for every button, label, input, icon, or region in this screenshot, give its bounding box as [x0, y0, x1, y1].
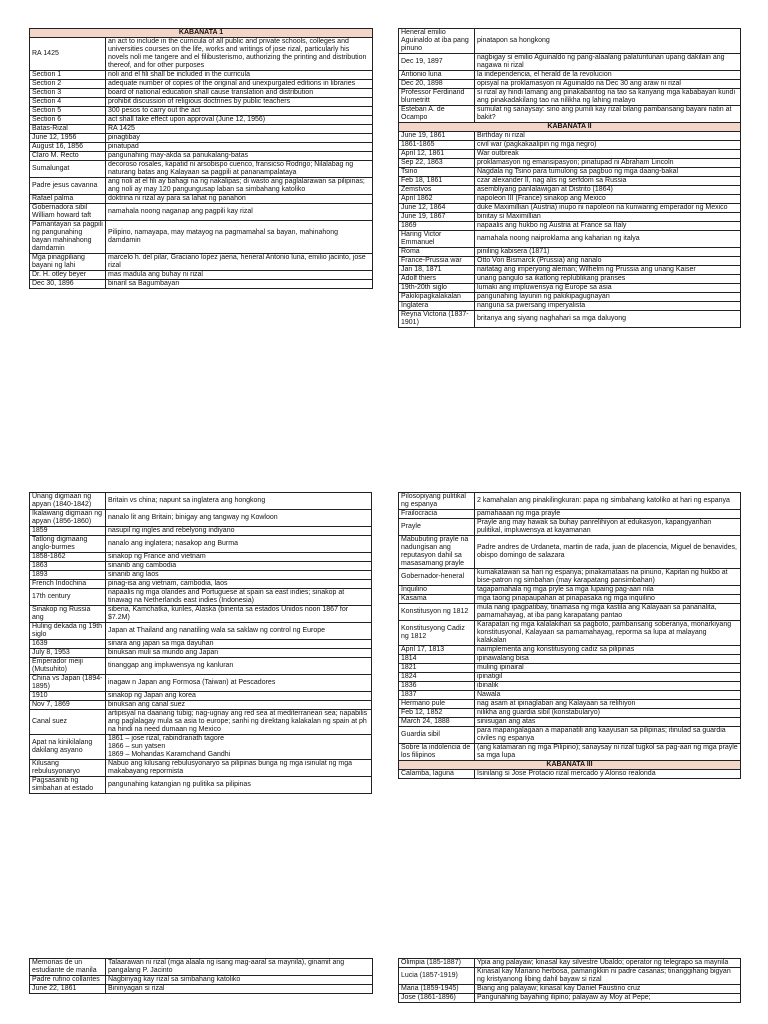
term-cell: 1814 [399, 655, 475, 664]
definition-cell: mas madula ang buhay ni rizal [106, 271, 373, 280]
table-row [399, 673, 741, 682]
definition-cell: 1861 – jose rizal, rabindranath tagore 1866 – sun yatsen 1869 – Mohandas Karamchand Gandhi [106, 735, 372, 760]
definition-cell: muling ipinairal [475, 664, 741, 673]
table-row [30, 161, 373, 178]
term-cell: Gobernadora sibil William howard taft [30, 204, 106, 221]
term-cell: April 1862 [399, 195, 475, 204]
table-row [30, 271, 373, 280]
table-row [399, 150, 741, 159]
table-row [399, 664, 741, 673]
definition-cell: ibinalik [475, 682, 741, 691]
table-row [30, 510, 372, 527]
definition-cell: Nagbinyag kay rizal sa simbahang katoliko [106, 976, 373, 985]
definition-cell: pinag-isa ang vietnam, cambodia, laos [106, 580, 372, 589]
table-row [30, 38, 373, 71]
table-row [399, 29, 741, 54]
table-row [399, 284, 741, 293]
table-row [30, 959, 373, 976]
definition-cell: naitatag ang imperyong aleman; Wilhelm ng Prussia ang unang Kaiser [475, 266, 741, 275]
term-cell: Sumalungat [30, 161, 106, 178]
table-row [30, 195, 373, 204]
term-cell: Lucia (1857-1919) [399, 968, 475, 985]
table-row [399, 994, 741, 1003]
definition-cell: adequate number of copies of the original and unexpurgated editions in libraries [106, 80, 373, 89]
term-cell: Memorias de un estudiante de manila [30, 959, 106, 976]
term-cell: Unang digmaan ng apyan (1840-1842) [30, 493, 106, 510]
table-row [399, 586, 741, 595]
term-cell: Professor Ferdinand blumetritt [399, 89, 475, 106]
term-cell: Kilusang rebulusyonaryo [30, 760, 106, 777]
definition-cell: 300 pesos to carry out the act [106, 107, 373, 116]
term-cell: 1910 [30, 692, 106, 701]
table-row [399, 106, 741, 123]
term-cell: Guardia sibil [399, 727, 475, 744]
definition-cell: inagaw n Japan ang Formosa (Taiwan) at Pescadores [106, 675, 372, 692]
definition-cell: binaril sa Bagumbayan [106, 280, 373, 289]
table-row [399, 646, 741, 655]
table-row [30, 985, 373, 994]
term-cell: 1863 [30, 562, 106, 571]
definition-cell: siberia, Kamchatka, kuriles, Alaska (binenta sa estados Unidos noon 1867 for $7.2M) [106, 606, 372, 623]
term-cell: 1824 [399, 673, 475, 682]
definition-cell: Nagdala ng Tsino para tumulong sa pagbuo ng mga daang-bakal [475, 168, 741, 177]
term-cell: 19th-20th siglo [399, 284, 475, 293]
table-row [399, 655, 741, 664]
term-cell: August 16, 1856 [30, 143, 106, 152]
term-cell: Section 5 [30, 107, 106, 116]
definition-cell: Pilipino, namayapa, may matayog na pagmamahal sa bayan, mahinahong damdamin [106, 221, 373, 254]
table-row [399, 691, 741, 700]
term-cell: 1837 [399, 691, 475, 700]
definition-cell: pangunahing katangian ng pulitika sa pilipinas [106, 777, 372, 794]
term-cell: Dec 20, 1898 [399, 80, 475, 89]
table-row [30, 493, 372, 510]
term-cell: Apat na kinikilalang dakilang asyano [30, 735, 106, 760]
term-cell: Ikalawang digmaan ng apyan (1856-1860) [30, 510, 106, 527]
term-cell: Feb 18, 1861 [399, 177, 475, 186]
definition-cell: decoroso rosales, kapatid ni arsobispo cuenco, fransicso Rodrigo; Nilalabag ng naturang batas ang Kalayaan sa pagpili at pananampalataya [106, 161, 373, 178]
definition-cell: Ypia ang palayaw; kinasal kay silvestre Ubaldo; operator ng telegrapo sa maynila [475, 959, 741, 968]
definition-cell: Nabuo ang kilusang rebulusyonaryo sa pilipinas bunga ng mga isinulat ng mga makabayang repormista [106, 760, 372, 777]
definition-cell: nasupil ng ingles and rebelyong indiyano [106, 527, 372, 536]
table-row [30, 178, 373, 195]
table-row [30, 606, 372, 623]
definition-cell: nanalo lit ang Britain; binigay ang tangway ng Kowloon [106, 510, 372, 527]
term-cell: Section 3 [30, 89, 106, 98]
definition-cell: naimplementa ang konstitusyong cadiz sa pilipinas [475, 646, 741, 655]
table-row [399, 311, 741, 328]
definition-cell: namahala noong naiproklama ang kaharian ng italya [475, 231, 741, 248]
term-cell: Mga pinagpiliang bayani ng lahi [30, 254, 106, 271]
table-row [399, 293, 741, 302]
table-row [30, 675, 372, 692]
table-kabanata-1-2 [398, 28, 741, 328]
table-row [399, 302, 741, 311]
term-cell: April 12, 1861 [399, 150, 475, 159]
term-cell: Tsino [399, 168, 475, 177]
term-cell: March 24, 1888 [399, 718, 475, 727]
definition-cell: tagapamahala ng mga pryle sa mga lupaing pag-aari nila [475, 586, 741, 595]
definition-cell: Japan at Thailand ang nanatiling wala sa saklaw ng control ng Europe [106, 623, 372, 640]
term-cell: Emperador meiji (Mutsuhito) [30, 658, 106, 675]
term-cell: Sobre la indolencia de los filipinos [399, 744, 475, 761]
definition-cell: sumulat ng sanaysay: sino ang pumili kay rizal bilang pambansang bayani natin at bakit? [475, 106, 741, 123]
definition-cell: piniling kabisera (1871) [475, 248, 741, 257]
table-row [399, 519, 741, 536]
table-row [399, 985, 741, 994]
term-cell: Haring Victor Emmanuel [399, 231, 475, 248]
term-cell: Hermano pule [399, 700, 475, 709]
table-row [30, 254, 373, 271]
table-row [30, 116, 373, 125]
definition-cell: Prayle ang may hawak sa buhay panrelihiyon at edukasyon, kapangyarihan pulitikal, impluwensya at kayamanan [475, 519, 741, 536]
term-cell: Nov 7, 1869 [30, 701, 106, 710]
term-cell: June 12, 1956 [30, 134, 106, 143]
definition-cell: napaalis ng mga olandes and Portuguese at spain sa east indies; sinakop at tinawag na Netherlands east indies (Indonesia) [106, 589, 372, 606]
term-cell: 1859 [30, 527, 106, 536]
table-row [30, 580, 372, 589]
table-row [399, 770, 741, 779]
table-row [399, 700, 741, 709]
table-row [399, 54, 741, 71]
table-row [399, 621, 741, 646]
table-kabanata-3-a [29, 958, 373, 994]
term-cell: 1836 [399, 682, 475, 691]
term-cell: Mabubuting prayle na nadungisan ang reputasyon dahil sa masasamang prayle [399, 536, 475, 569]
definition-cell: para mapangalagaan a mapanatili ang kaayusan sa pilipinas; itinulad sa guardia civiles ng espanya [475, 727, 741, 744]
term-cell: Roma [399, 248, 475, 257]
term-cell: Rafael palma [30, 195, 106, 204]
term-cell: Maria (1859-1945) [399, 985, 475, 994]
table-row [30, 221, 373, 254]
table-row [399, 132, 741, 141]
term-cell: 17th century [30, 589, 106, 606]
chapter-title: KABANATA 1 [30, 29, 373, 38]
definition-cell: binuksan ang canal suez [106, 701, 372, 710]
definition-cell: Karapatan ng mga kalalakihan sa pagboto, pambansang soberanya, monarkiyang konstitusyonal, Kalayaan sa pamamahayag, reporma sa lupa at malayang kalakalan [475, 621, 741, 646]
table-row [399, 177, 741, 186]
term-cell: Sep 22, 1863 [399, 159, 475, 168]
table-row [30, 536, 372, 553]
table-row [30, 777, 372, 794]
definition-cell: britanya ang siyang naghahari sa mga daluyong [475, 311, 741, 328]
definition-cell: si rizal ay hindi lamang ang pinakabantog na tao sa kanyang mga kababayan kundi ang pinakadakilang tao na nilikha ng lahing malayo [475, 89, 741, 106]
term-cell: Pagsasanib ng simbahan at estado [30, 777, 106, 794]
term-cell: Zemstvos [399, 186, 475, 195]
table-row [30, 280, 373, 289]
table-row [30, 553, 372, 562]
definition-cell: lumaki ang impluwensya ng Europe sa asia [475, 284, 741, 293]
term-cell: 1861-1865 [399, 141, 475, 150]
definition-cell: mula nang ipagpatibay, tinamasa ng mga kastila ang Kalayaan sa pananalita, pamamahayag, at iba pang karapatang pantao [475, 604, 741, 621]
term-cell: Prayle [399, 519, 475, 536]
table-kabanata-1 [29, 28, 373, 289]
table-row [399, 682, 741, 691]
definition-cell: nilikha ang guardia sibil (konstabularyo) [475, 709, 741, 718]
term-cell: Antionio luna [399, 71, 475, 80]
definition-cell: Britain vs china; napunt sa inglatera ang hongkong [106, 493, 372, 510]
table-row [30, 152, 373, 161]
definition-cell: an act to include in the curricula of all public and private schools, colleges and universities courses on the life, works and writings of jose rizal, particularly his novels noli me tangere and el filibusterismo, authorizing the printing and distribution thereof, and for other purposes [106, 38, 373, 71]
term-cell: June 19, 1867 [399, 213, 475, 222]
chapter-header [399, 761, 741, 770]
definition-cell: nag asam at ipinaglaban ang Kalayaan sa relihiyon [475, 700, 741, 709]
definition-cell: napoleon III (France) sinakop ang Mexico [475, 195, 741, 204]
table-row [30, 649, 372, 658]
term-cell: China vs Japan (1894-1895) [30, 675, 106, 692]
definition-cell: duke Maximillian (Austria) inupo ni napoleon na kunwaring emperador ng Mexico [475, 204, 741, 213]
table-row [399, 257, 741, 266]
term-cell: Tatlong digmaang anglo-burmes [30, 536, 106, 553]
definition-cell: namahala noong naganap ang pagpili kay rizal [106, 204, 373, 221]
table-row [30, 143, 373, 152]
term-cell: Batas-Rizal [30, 125, 106, 134]
table-row [30, 760, 372, 777]
term-cell: Feb 12, 1852 [399, 709, 475, 718]
table-row [30, 80, 373, 89]
definition-cell: nagbigay si emilio Aguinaldo ng pang-alaalang palatuntunan upang dakilain ang nagawa ni rizal [475, 54, 741, 71]
term-cell: Dec 30, 1896 [30, 280, 106, 289]
term-cell: Dr. H. otley beyer [30, 271, 106, 280]
table-row [30, 71, 373, 80]
term-cell: Canal suez [30, 710, 106, 735]
table-row [399, 493, 741, 510]
table-row [399, 569, 741, 586]
table-kabanata-3-b [398, 958, 741, 1003]
definition-cell: sinanib ang cambodia [106, 562, 372, 571]
table-row [30, 107, 373, 116]
term-cell: July 8, 1953 [30, 649, 106, 658]
definition-cell: prohibit discussion of religious doctrines by public teachers [106, 98, 373, 107]
table-row [399, 71, 741, 80]
table-row [399, 595, 741, 604]
table-row [399, 744, 741, 761]
table-row [399, 141, 741, 150]
table-row [30, 125, 373, 134]
definition-cell: ipinatigil [475, 673, 741, 682]
term-cell: Sinakop ng Russia ang [30, 606, 106, 623]
definition-cell: napaalis ang hukbo ng Austria at France sa Italy [475, 222, 741, 231]
term-cell: Huling dekada ng 19th siglo [30, 623, 106, 640]
definition-cell: civil war (pagkakaalipin ng mga negro) [475, 141, 741, 150]
definition-cell: sinisugan ang atas [475, 718, 741, 727]
table-row [399, 231, 741, 248]
term-cell: RA 1425 [30, 38, 106, 71]
definition-cell: asembliyang panlalawigan at Distrito (1864) [475, 186, 741, 195]
table-row [30, 89, 373, 98]
term-cell: Adolf thiers [399, 275, 475, 284]
table-row [399, 536, 741, 569]
definition-cell: RA 1425 [106, 125, 373, 134]
table-row [30, 562, 372, 571]
term-cell: 1858-1862 [30, 553, 106, 562]
definition-cell: tinanggap ang impluwensya ng kanluran [106, 658, 372, 675]
definition-cell: marcelo h. del pilar, Graciano lopez jaena, heneral Antonio luna, emilio jacinto, jose rizal [106, 254, 373, 271]
table-row [399, 168, 741, 177]
table-row [399, 222, 741, 231]
table-row [30, 692, 372, 701]
table-row [399, 604, 741, 621]
definition-cell: Biang ang palayaw; kinasal kay Daniel Faustino cruz [475, 985, 741, 994]
term-cell: Konstitusyong Cadiz ng 1812 [399, 621, 475, 646]
term-cell: Olimpia (185-1887) [399, 959, 475, 968]
table-row [399, 186, 741, 195]
table-kabanata-2-asia [29, 492, 372, 794]
term-cell: Dec 19, 1897 [399, 54, 475, 71]
table-row [30, 735, 372, 760]
table-row [30, 98, 373, 107]
definition-cell: pinagtibay [106, 134, 373, 143]
definition-cell: Bininyagan si rizal [106, 985, 373, 994]
term-cell: 1869 [399, 222, 475, 231]
chapter-header [30, 29, 373, 38]
definition-cell: mga taong pinapaupahan at pinapasaka ng mga inquilino [475, 595, 741, 604]
term-cell: June 19, 1861 [399, 132, 475, 141]
term-cell: Inglatera [399, 302, 475, 311]
definition-cell: doktrina ni rizal ay para sa lahat ng panahon [106, 195, 373, 204]
term-cell: Calamba, laguna [399, 770, 475, 779]
table-row [30, 134, 373, 143]
table-row [30, 658, 372, 675]
table-row [399, 510, 741, 519]
definition-cell: binitay si Maximillian [475, 213, 741, 222]
definition-cell: pinatapon sa hongkong [475, 29, 741, 54]
term-cell: Jan 18, 1871 [399, 266, 475, 275]
table-row [30, 589, 372, 606]
term-cell: Heneral emilio Aguinaldo at iba pang pinuno [399, 29, 475, 54]
table-row [399, 709, 741, 718]
term-cell: June 22, 1861 [30, 985, 106, 994]
definition-cell: Padre andres de Urdaneta, martin de rada, juan de placencia, Miguel de benavides, obispo domingo de salazara [475, 536, 741, 569]
table-row [30, 204, 373, 221]
definition-cell: nanalo ang inglatera; nasakop ang Burma [106, 536, 372, 553]
definition-cell: sinanib ang laos [106, 571, 372, 580]
definition-cell: pamahaaan ng mga prayle [475, 510, 741, 519]
definition-cell: Pangunahing bayahing ilipino; palayaw ay Moy at Pepe; [475, 994, 741, 1003]
definition-cell: noli and el fili shall be included in the curricula [106, 71, 373, 80]
term-cell: Kasama [399, 595, 475, 604]
definition-cell: ipinawalang bisa [475, 655, 741, 664]
definition-cell: Isinilang si Jose Protacio rizal mercado y Alonso realonda [475, 770, 741, 779]
definition-cell: la independencia, el herald de la revolucion [475, 71, 741, 80]
definition-cell: Otto Von Bismarck (Prussia) ang nanalo [475, 257, 741, 266]
table-row [399, 89, 741, 106]
term-cell: Pamantayan sa pagpili ng pangunahing bayan mahinahong damdamin [30, 221, 106, 254]
table-row [30, 701, 372, 710]
chapter-title: KABANATA III [399, 761, 741, 770]
term-cell: April 17, 1813 [399, 646, 475, 655]
definition-cell: 2 kamahalan ang pinakilingkuran: papa ng simbahang katoliko at hari ng espanya [475, 493, 741, 510]
term-cell: Esteban A. de Ocampo [399, 106, 475, 123]
table-row [30, 527, 372, 536]
table-row [399, 959, 741, 968]
term-cell: Section 1 [30, 71, 106, 80]
definition-cell: pangunahing layunin ng pakikipagugnayan [475, 293, 741, 302]
definition-cell: act shall take effect upon approval (June 12, 1956) [106, 116, 373, 125]
definition-cell: czar alexander II, nag alis ng serfdom sa Russia [475, 177, 741, 186]
chapter-title: KABANATA II [399, 123, 741, 132]
table-row [399, 80, 741, 89]
term-cell: Pakikipagkalakalan [399, 293, 475, 302]
table-row [30, 623, 372, 640]
term-cell: Konstitusyon ng 1812 [399, 604, 475, 621]
term-cell: 1639 [30, 640, 106, 649]
definition-cell: ang noli at el fili ay bahagi na ng nakalipas; di wasto ang paglalarawan sa pilipinas; ang noli ay may 120 pangungusap laban sa simbahang katoliko [106, 178, 373, 195]
table-row [399, 968, 741, 985]
term-cell: Gobernador-heneral [399, 569, 475, 586]
term-cell: Pilosopiyang pulitikal ng espanya [399, 493, 475, 510]
term-cell: June 12, 1864 [399, 204, 475, 213]
term-cell: Inquilino [399, 586, 475, 595]
table-row [399, 727, 741, 744]
term-cell: 1821 [399, 664, 475, 673]
term-cell: Claro M. Recto [30, 152, 106, 161]
definition-cell: opisyal na proklamasyon ni Aguinaldo na Dec 30 ang araw ni rizal [475, 80, 741, 89]
term-cell: French Indochina [30, 580, 106, 589]
table-row [30, 710, 372, 735]
term-cell: Section 2 [30, 80, 106, 89]
definition-cell: artipisyal na daanang tubig; nag-ugnay ang red sea at mediterranean sea; napabilis ang paglalagay mula sa asia to europe; sanhi ng direktang kalakalan ng spain at ph na hindi na need dumaan ng Mexico [106, 710, 372, 735]
table-row [399, 204, 741, 213]
term-cell: Padre jesus cavanna [30, 178, 106, 195]
table-row [30, 640, 372, 649]
definition-cell: unang pangulo sa ikatlong replublikang pranses [475, 275, 741, 284]
definition-cell: War outbreak [475, 150, 741, 159]
table-row [399, 275, 741, 284]
term-cell: Padre rufino collantes [30, 976, 106, 985]
definition-cell: Nawala [475, 691, 741, 700]
table-row [399, 718, 741, 727]
chapter-header [399, 123, 741, 132]
term-cell: Reyna Victoria (1837-1901) [399, 311, 475, 328]
term-cell: Section 6 [30, 116, 106, 125]
definition-cell: Talaarawan ni rizal (mga alaala ng isang mag-aaral sa maynila), ginamit ang pangalang P. Jacinto [106, 959, 373, 976]
table-row [399, 213, 741, 222]
table-row [399, 159, 741, 168]
definition-cell: pangunahing may-akda sa panukalang-batas [106, 152, 373, 161]
definition-cell: proklamasyon ng emansipasyon; pinatupad ni Abraham Lincoln [475, 159, 741, 168]
definition-cell: sinakop ng France and vietnam [106, 553, 372, 562]
table-row [30, 571, 372, 580]
definition-cell: kumakatawan sa hari ng espanya; pinakamataas na pinuno, Kapitan ng hukbo at bise-patron ng simbahan (may karapatang pansimbahan) [475, 569, 741, 586]
definition-cell: Birthday ni rizal [475, 132, 741, 141]
table-row [30, 976, 373, 985]
definition-cell: board of national education shall cause translation and distribution [106, 89, 373, 98]
definition-cell: nanguna sa pwersang imperyalista [475, 302, 741, 311]
definition-cell: pinatupad [106, 143, 373, 152]
term-cell: 1893 [30, 571, 106, 580]
table-row [399, 266, 741, 275]
term-cell: Jose (1861-1896) [399, 994, 475, 1003]
definition-cell: sinara ang japan sa mga dayuhan [106, 640, 372, 649]
table-row [399, 195, 741, 204]
table-kabanata-2-3 [398, 492, 741, 779]
definition-cell: binuksan muli sa mundo ang Japan [106, 649, 372, 658]
definition-cell: (ang katamaran ng mga Pilipino); sanaysay ni rizal tugkol sa pag-aari ng mga prayle sa mga lupa [475, 744, 741, 761]
definition-cell: sinakop ng Japan ang korea [106, 692, 372, 701]
definition-cell: Kinasal kay Mariano herbosa, pamangkkin ni padre casanas; tinanggihang bigyan ng kristyanong libing dahil bayaw si rizal [475, 968, 741, 985]
table-row [399, 248, 741, 257]
term-cell: Section 4 [30, 98, 106, 107]
term-cell: France-Prussia war [399, 257, 475, 266]
term-cell: Frailocracia [399, 510, 475, 519]
